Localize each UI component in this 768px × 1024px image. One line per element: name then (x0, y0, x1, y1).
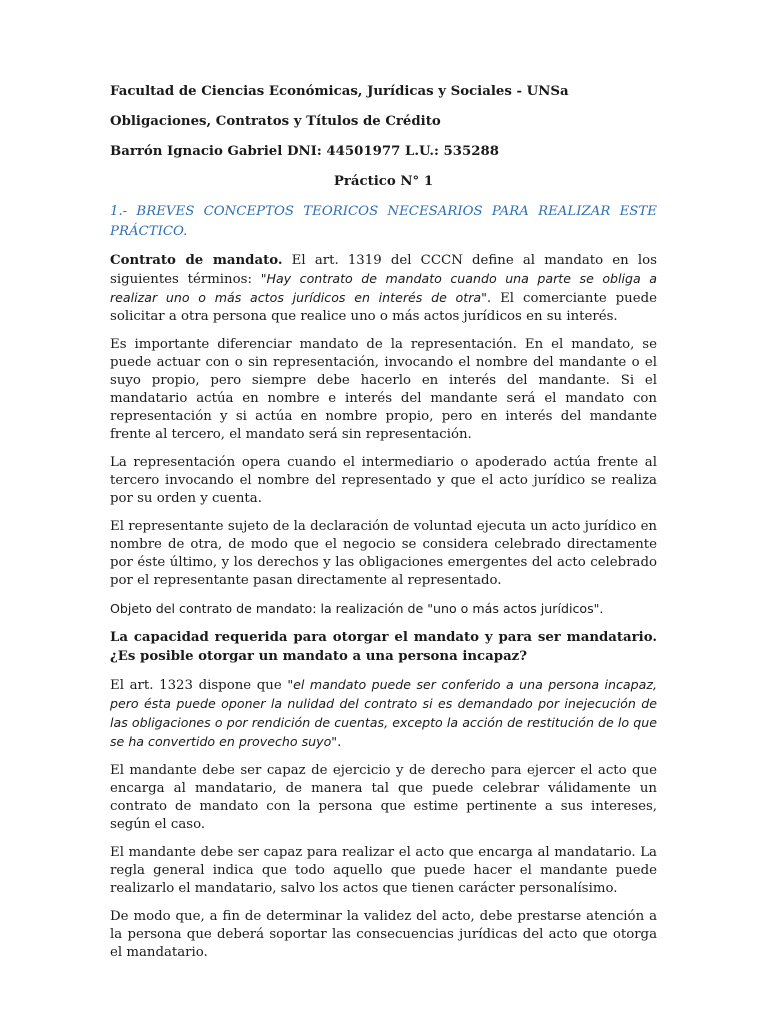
paragraph-text: El art. 1319 del CCCN define al mandato en los siguientes términos: (110, 253, 657, 287)
student-heading: Barrón Ignacio Gabriel DNI: 44501977 L.U.: 535288 (110, 144, 500, 159)
paragraph-objeto: Objeto del contrato de mandato: la realización de "uno o más actos jurídicos". (110, 601, 604, 616)
document-page (110, 82, 657, 972)
page-title: Práctico N° 1 (333, 174, 434, 189)
faculty-heading: Facultad de Ciencias Económicas, Jurídicas y Sociales - UNSa (110, 84, 569, 99)
paragraph-art-1323 (110, 676, 657, 752)
paragraph-lead: Contrato de mandato. (110, 253, 283, 268)
paragraph-mandante-capaz-ejercicio: El mandante debe ser capaz de ejercicio y de derecho para ejercer el acto que encarga al mandatario, de manera tal que puede celebrar válidamente un contrato de mandato con la persona que estime pertinente a sus intereses, según el caso. (110, 763, 657, 832)
paragraph-representante: El representante sujeto de la declaración de voluntad ejecuta un acto jurídico en nombre de otra, de modo que el negocio se considera celebrado directamente por éste último, y los derechos y las obligaciones emergentes del acto celebrado por el representante pasan directamente al representado. (110, 519, 657, 588)
paragraph-representacion: Es importante diferenciar mandato de la representación. En el mandato, se puede actuar con o sin representación, invocando el nombre del mandante o el suyo propio, pero siempre debe hacerlo en interés del mandante. Si el mandatario actúa en nombre e interés del mandante será el mandato con representación y si actúa en nombre propio, pero en interés del mandante frente al tercero, el mandato será sin representación. (110, 337, 657, 442)
paragraph-quote: "el mandato puede ser conferido a una persona incapaz, pero ésta puede oponer la nulidad del contrato si es demandado por inejecución de las obligaciones o por rendición de cuentas, excepto la acción de restitución de lo que se ha convertido en provecho suyo" (110, 677, 657, 749)
paragraph-validez: De modo que, a fin de determinar la validez del acto, debe prestarse atención a la persona que deberá soportar las consecuencias jurídicas del acto que otorga el mandatario. (110, 909, 657, 960)
paragraph-contrato-mandato (110, 252, 657, 326)
paragraph-mandante-capaz: El mandante debe ser capaz para realizar el acto que encarga al mandatario. La regla general indica que todo aquello que puede hacer el mandante puede realizarlo el mandatario, salvo los actos que tienen carácter personalísimo. (110, 845, 657, 896)
question-heading: La capacidad requerida para otorgar el mandato y para ser mandatario. ¿Es posible otorgar un mandato a una persona incapaz? (110, 630, 657, 664)
section-heading: 1.- BREVES CONCEPTOS TEORICOS NECESARIOS PARA REALIZAR ESTE PRÁCTICO. (110, 204, 657, 239)
paragraph-text: El art. 1323 dispone que (110, 678, 288, 693)
course-heading: Obligaciones, Contratos y Títulos de Crédito (110, 114, 441, 129)
paragraph-text: . (337, 735, 342, 750)
paragraph-quote: "Hay contrato de mandato cuando una parte se obliga a realizar uno o más actos jurídicos en interés de otra" (110, 271, 657, 305)
paragraph-opera: La representación opera cuando el intermediario o apoderado actúa frente al tercero invocando el nombre del representado y que el acto jurídico se realiza por su orden y cuenta. (110, 455, 657, 506)
paragraph-text: . El comerciante puede solicitar a otra persona que realice uno o más actos jurídicos en su interés. (110, 291, 657, 324)
